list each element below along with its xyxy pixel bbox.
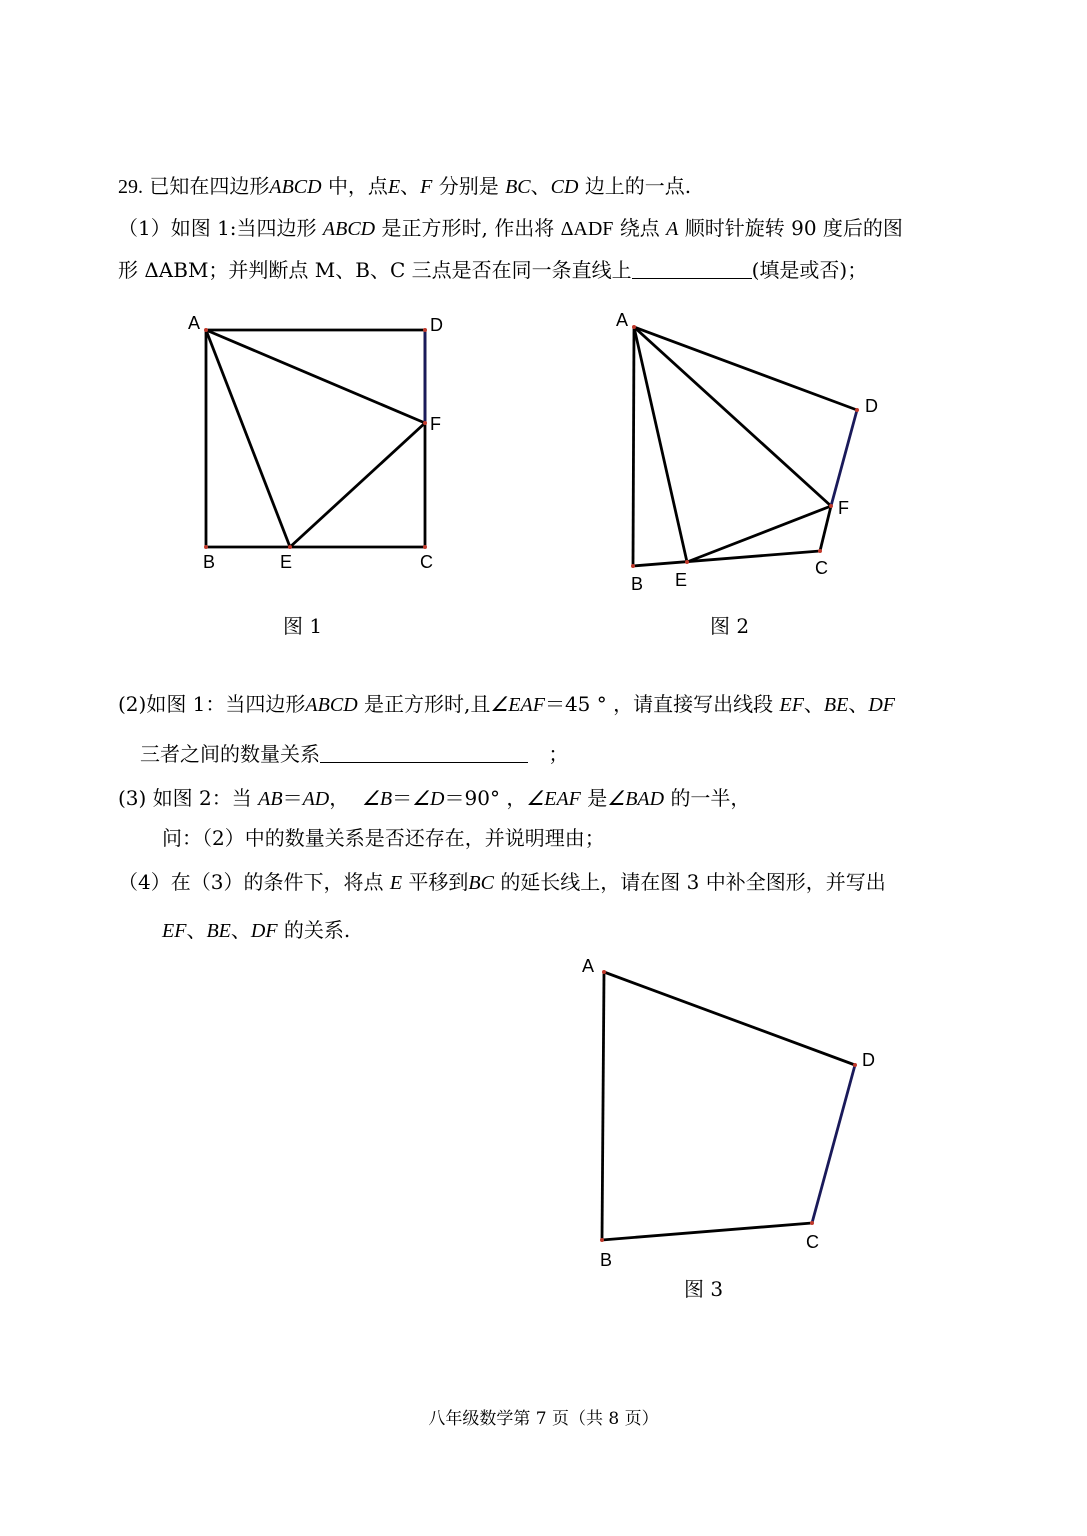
question-29-stem: 29. 已知在四边形ABCD 中，点E、F 分别是 BC、CD 边上的一点.: [118, 174, 692, 198]
fig2-label-a: A: [616, 310, 629, 330]
segment-af: [634, 327, 831, 506]
fig2-label-c: C: [815, 558, 828, 578]
part-4-line-1: （4）在（3）的条件下，将点 E 平移到BC 的延长线上，请在图 3 中补全图形，并写出: [118, 870, 886, 894]
part-2-line-1: (2)如图 1：当四边形ABCD 是正方形时,且∠EAF＝45 ° ，请直接写出线段 EF、BE、DF: [118, 692, 896, 716]
figure-1: [180, 310, 480, 590]
fig1-label-e: E: [280, 552, 293, 572]
fig3-label-d: D: [862, 1050, 875, 1070]
segment-ab: [602, 972, 604, 1240]
segment-ef: [290, 423, 425, 547]
segment-ad: [634, 327, 857, 410]
segment-ab: [633, 327, 634, 566]
part-3-line-2: 问：（2）中的数量关系是否还存在，并说明理由；: [162, 826, 605, 850]
part-1-line-1: （1）如图 1:当四边形 ABCD 是正方形时, 作出将 ΔADF 绕点 A 顺时针旋转 90 度后的图: [118, 216, 903, 240]
fig2-label-e: E: [675, 570, 688, 590]
fig2-label-f: F: [838, 498, 849, 518]
fig2-label-d: D: [865, 396, 878, 416]
figure-3: [570, 950, 890, 1270]
part-2-line-2: 三者之间的数量关系 ；: [140, 742, 569, 766]
segment-ae: [634, 327, 687, 562]
segment-ae: [206, 330, 290, 547]
segment-bc: [633, 551, 820, 566]
fig3-label-b: B: [600, 1250, 613, 1270]
square-abcd: [206, 330, 425, 547]
part-3-line-1: (3) 如图 2：当 AB＝AD， ∠B＝∠D＝90° ，∠EAF 是∠BAD 的一半，: [118, 786, 751, 810]
segment-cf: [820, 506, 831, 551]
part-1-line-2: 形 ΔABM；并判断点 M、B、C 三点是否在同一条直线上 (填是或否)；: [118, 258, 868, 282]
fig2-caption: 图 2: [710, 614, 750, 638]
fig3-label-a: A: [582, 956, 595, 976]
fig3-label-c: C: [806, 1232, 819, 1252]
fig3-caption: 图 3: [684, 1277, 724, 1301]
answer-blank-2[interactable]: [320, 742, 528, 763]
fig1-label-c: C: [420, 552, 433, 572]
fig1-label-b: B: [203, 552, 216, 572]
segment-ef: [687, 506, 831, 562]
fig2-label-b: B: [631, 574, 644, 594]
fig1-caption: 图 1: [283, 614, 323, 638]
page-footer: 八年级数学第 7 页（共 8 页）: [428, 1409, 659, 1429]
fig1-label-f: F: [430, 414, 441, 434]
fig1-label-a: A: [188, 313, 201, 333]
segment-af: [206, 330, 425, 423]
part-4-line-2: EF、BE、DF 的关系.: [162, 918, 351, 942]
answer-blank-1[interactable]: [632, 258, 752, 279]
segment-cd: [812, 1065, 855, 1223]
figure-2: [600, 306, 900, 596]
fig1-label-d: D: [430, 315, 443, 335]
segment-bc: [602, 1223, 812, 1240]
question-number: 29.: [118, 176, 143, 198]
segment-ad: [604, 972, 855, 1065]
